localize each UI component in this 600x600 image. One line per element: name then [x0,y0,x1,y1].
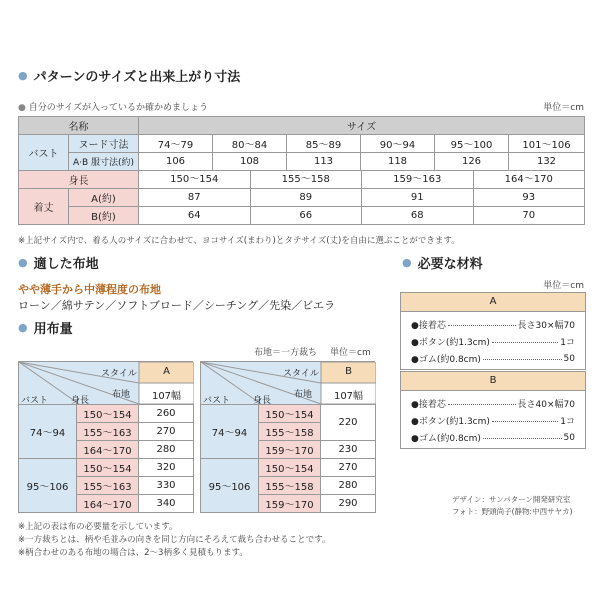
nude-value: 80〜84 [213,135,287,153]
nude-row [19,135,585,153]
height-value: 159〜163 [362,171,474,188]
height-label: 身長 [253,396,272,406]
a-value: 87 [139,189,251,206]
fabric-label: 布地 [112,390,131,400]
header-size: サイズ [139,117,585,135]
height-label: 身長 [71,396,90,406]
amount-value: 330 [139,477,194,495]
yardage-b-header [200,361,375,404]
size-table [18,116,585,225]
height-value: 150〜154 [77,459,139,477]
amount-value: 340 [139,495,194,513]
yardage-a-body [18,404,194,513]
height-value: 164〜170 [504,174,553,185]
ab-row [19,153,585,171]
bust-value: 95〜106 [201,459,259,513]
size-section-title: パターンのサイズと出来上がり寸法 [33,70,241,85]
a-value: 93 [522,192,536,203]
nude-value: 90〜94 [361,135,435,153]
style-label: スタイル [283,369,319,379]
fabric-list: ローン／綿サテン／ソフトブロード／シーチング／先染／ビエラ [18,299,336,312]
style-label: スタイル [101,369,137,379]
yardage-heading [18,318,73,337]
footnote-line: ※上記の表は布の必要量を示しています。 [18,522,178,532]
leader-dots [483,437,562,439]
yardage-table-b [200,361,375,513]
size-unit: 単位＝cm [543,103,584,113]
materials-unit: 単位＝cm [543,281,584,291]
footnote-line: ※柄合わせのある布地の場合は、2〜3柄多く見積もります。 [18,548,248,558]
credit-design: デザイン：サンパターン開発研究室 [452,495,571,504]
height-value: 155〜158 [259,477,321,495]
yardage-b-body [200,404,376,513]
fabric-title: 適した布地 [33,257,99,272]
amount-value: 270 [139,423,194,441]
bullet-icon: ● [18,321,28,334]
style-value: A [163,366,170,377]
yardage-a-header [18,361,193,404]
materials-item: ●ゴム(約0.8cm) 50 [411,432,575,444]
ab-label: A·B 服寸法(約) [69,153,139,171]
height-value: 150〜154 [139,171,251,188]
table-row [201,459,376,477]
ab-value: 108 [213,153,287,171]
ab-value: 113 [287,153,361,171]
width-label: 107幅 [333,391,364,402]
b-value: 68 [362,207,474,224]
height-value: 150〜154 [259,459,321,477]
materials-heading [402,253,483,272]
materials-b-box [400,371,586,449]
bullet-icon: ● [18,256,28,269]
height-value: 150〜154 [77,405,139,423]
style-value: B [345,366,352,377]
materials-item: ●接着芯 長さ40×幅70 [411,400,575,410]
height-value: 159〜170 [259,495,321,513]
size-footnote: ※上記サイズ内で、着る人のサイズに合わせて、ヨコサイズ(まわり)とタテサイズ(丈)を自由に選ぶことができます。 [18,236,460,246]
leader-dots [448,324,516,326]
materials-a-label: A [401,293,585,312]
yardage-footnotes [18,521,330,560]
height-value: 155〜158 [259,423,321,441]
a-label: A(約) [69,189,139,207]
height-value: 155〜158 [251,171,363,188]
yardage-table-a [18,361,193,513]
materials-item: ●接着芯 長さ30×幅70 [411,321,575,331]
bust-label: バスト [19,135,69,171]
amount-value: 290 [321,495,376,513]
note-bullet-icon: ● [18,103,29,113]
amount-value: 230 [321,441,376,459]
leader-dots [492,420,558,422]
bust-label: バスト [21,396,49,406]
leader-dots [448,403,516,405]
materials-a-box [400,292,586,370]
table-row [19,459,194,477]
b-value: 64 [139,207,251,224]
bust-value: 74〜94 [19,405,77,459]
fabric-subtitle: やや薄手から中薄程度の布地 [18,283,161,296]
leader-dots [483,358,562,360]
a-value: 91 [362,189,474,206]
yardage-note: 布地＝一方裁ち [254,348,318,358]
ab-value: 126 [435,153,509,171]
materials-item: ●ゴム(約0.8cm) 50 [411,353,575,365]
length-b-row [19,207,585,225]
amount-value: 260 [139,405,194,423]
width-label: 107幅 [151,391,182,402]
nude-value: 85〜89 [287,135,361,153]
materials-b-label: B [401,372,585,391]
credits [452,494,573,518]
size-section-heading [18,66,240,85]
materials-title: 必要な材料 [417,257,483,272]
height-value: 164〜170 [77,441,139,459]
yardage-unit: 単位＝cm [330,348,371,358]
bust-value: 95〜106 [19,459,77,513]
amount-value: 270 [321,459,376,477]
amount-value: 280 [321,477,376,495]
height-values [139,171,585,189]
bullet-icon: ● [402,256,412,269]
bust-label: バスト [203,396,231,406]
b-value: 66 [251,207,363,224]
height-value: 150〜154 [259,405,321,423]
amount-value: 220 [321,405,376,441]
materials-item: ●ボタン(約1.3cm) 1コ [411,417,575,427]
nude-value: 95〜100 [435,135,509,153]
header-name: 名称 [19,117,139,135]
footnote-line: ※一方裁ちとは、柄や毛並みの向きを同じ方向にそろえて裁ち合わせることです。 [18,535,331,545]
leader-dots [492,341,558,343]
height-label: 身長 [19,171,139,189]
a-value: 89 [251,189,363,206]
b-value: 70 [522,210,536,221]
b-values [139,207,585,225]
materials-item: ●ボタン(約1.3cm) 1コ [411,338,575,348]
height-value: 159〜170 [259,441,321,459]
height-value: 155〜163 [77,477,139,495]
height-row [19,171,585,189]
nude-value: 101〜106 [509,135,585,153]
nude-value: 74〜79 [139,135,213,153]
a-values [139,189,585,207]
ab-value: 132 [509,153,585,171]
ab-value: 106 [139,153,213,171]
bullet-icon: ● [18,69,28,82]
size-note: ● 自分のサイズが入っているか確かめましょう [18,103,208,113]
height-value: 164〜170 [77,495,139,513]
credit-photo: フォト：野頭尚子(静物:中西サヤカ) [452,507,573,516]
yardage-title: 用布量 [33,322,73,337]
bust-value: 74〜94 [201,405,259,459]
size-header-row [19,117,585,135]
b-label: B(約) [69,207,139,225]
ab-value: 118 [361,153,435,171]
height-value: 155〜163 [77,423,139,441]
table-row [201,405,376,423]
length-a-row [19,189,585,207]
fabric-heading [18,253,99,272]
amount-value: 320 [139,459,194,477]
table-row [19,405,194,423]
fabric-label: 布地 [294,390,313,400]
amount-value: 280 [139,441,194,459]
nude-label: ヌード寸法 [69,135,139,153]
length-label: 着丈 [19,189,69,225]
